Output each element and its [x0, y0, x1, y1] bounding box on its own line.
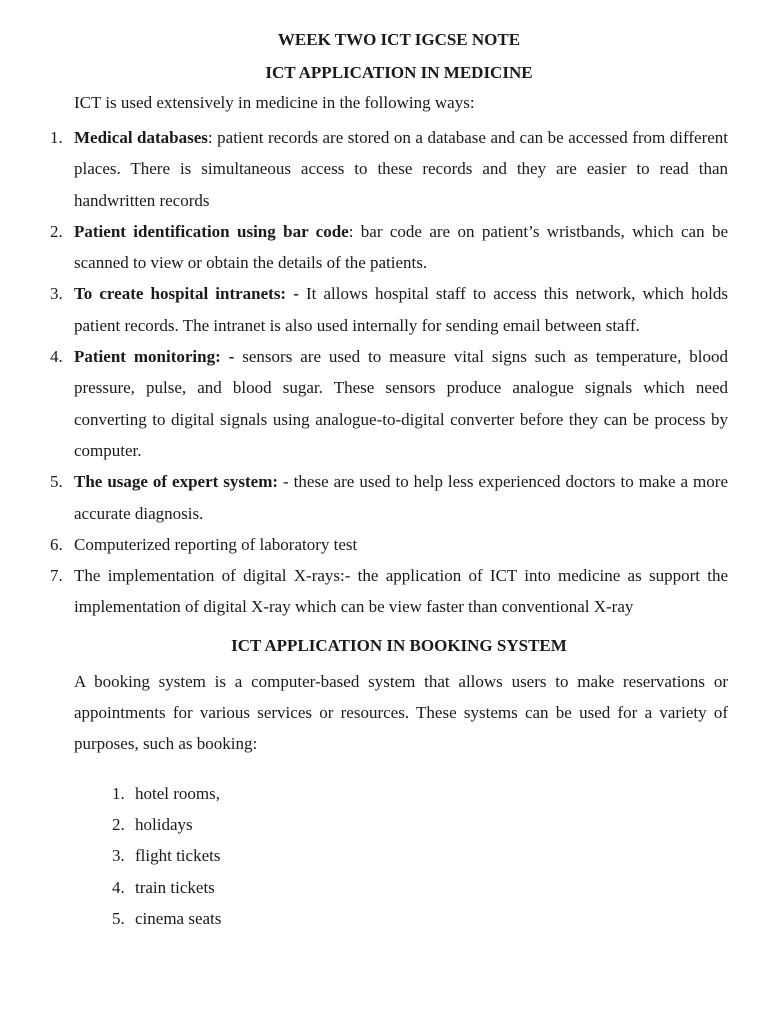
medicine-intro: ICT is used extensively in medicine in the following ways: — [74, 93, 475, 112]
item-text: : bar code are on patient’s wristbands, which can be scanned to view or obtain the details of the patients. — [74, 221, 728, 273]
item-term: To create hospital intranets: - — [74, 284, 299, 304]
section-heading-booking: ICT APPLICATION IN BOOKING SYSTEM — [231, 635, 567, 655]
list-number: 2. — [50, 221, 63, 241]
list-item — [50, 466, 728, 529]
list-item — [50, 278, 728, 341]
booking-list — [112, 778, 728, 934]
item-text: holidays — [135, 814, 193, 834]
item-text: - these are used to help less experienced doctors to make a more accurate diagnosis. — [74, 472, 728, 523]
list-number: 3. — [50, 284, 63, 304]
item-term: Patient identification using bar code — [74, 221, 349, 241]
list-item — [50, 216, 728, 279]
list-number: 7. — [50, 566, 63, 586]
list-item — [50, 122, 728, 216]
list-number: 4. — [50, 347, 63, 367]
document-title: WEEK TWO ICT IGCSE NOTE — [277, 30, 521, 49]
item-term: The usage of expert system: — [74, 472, 279, 492]
list-number: 4. — [112, 877, 125, 897]
item-text: flight tickets — [135, 846, 221, 866]
list-number: 2. — [112, 814, 125, 834]
list-item — [112, 840, 728, 871]
item-text: : patient records are stored on a database and can be accessed from different places. There is simultaneous access to these records and they are easier to read than handwritten records — [74, 128, 729, 210]
list-item — [112, 872, 728, 903]
item-text: hotel rooms, — [135, 783, 220, 803]
item-text: Computerized reporting of laboratory test — [74, 534, 358, 554]
item-text: train tickets — [135, 877, 215, 897]
booking-paragraph: A booking system is a computer-based system that allows users to make reservations or appointments for various services or resources. These systems can be used for a variety of purposes, such as booking: — [74, 671, 728, 754]
list-number: 1. — [50, 128, 63, 147]
list-number: 3. — [112, 846, 125, 866]
item-text: sensors are used to measure vital signs such as temperature, blood pressure, pulse, and blood sugar. These sensors produce analogue signals which need converting to digital signals using analogue-to-digital converter before they can be process by computer. — [74, 347, 729, 460]
item-term: Patient monitoring: - — [74, 347, 235, 367]
item-text: The implementation of digital X-rays:- the application of ICT into medicine as support the implementation of digital X-ray which can be view faster than conventional X-ray — [74, 566, 728, 617]
list-item — [50, 341, 728, 466]
list-number: 5. — [50, 472, 63, 492]
item-text: It allows hospital staff to access this network, which holds patient records. The intranet is also used internally for sending email between staff. — [74, 284, 728, 335]
list-item — [112, 809, 728, 840]
list-number: 6. — [50, 534, 63, 554]
section-heading-medicine: ICT APPLICATION IN MEDICINE — [265, 63, 533, 82]
item-term: Medical databases — [74, 128, 208, 147]
list-item — [112, 903, 728, 934]
list-number: 1. — [112, 783, 125, 803]
list-item — [50, 529, 728, 560]
list-item — [50, 560, 728, 623]
list-item — [112, 778, 728, 809]
medicine-list — [50, 122, 728, 623]
list-number: 5. — [112, 908, 125, 928]
item-text: cinema seats — [135, 908, 222, 928]
